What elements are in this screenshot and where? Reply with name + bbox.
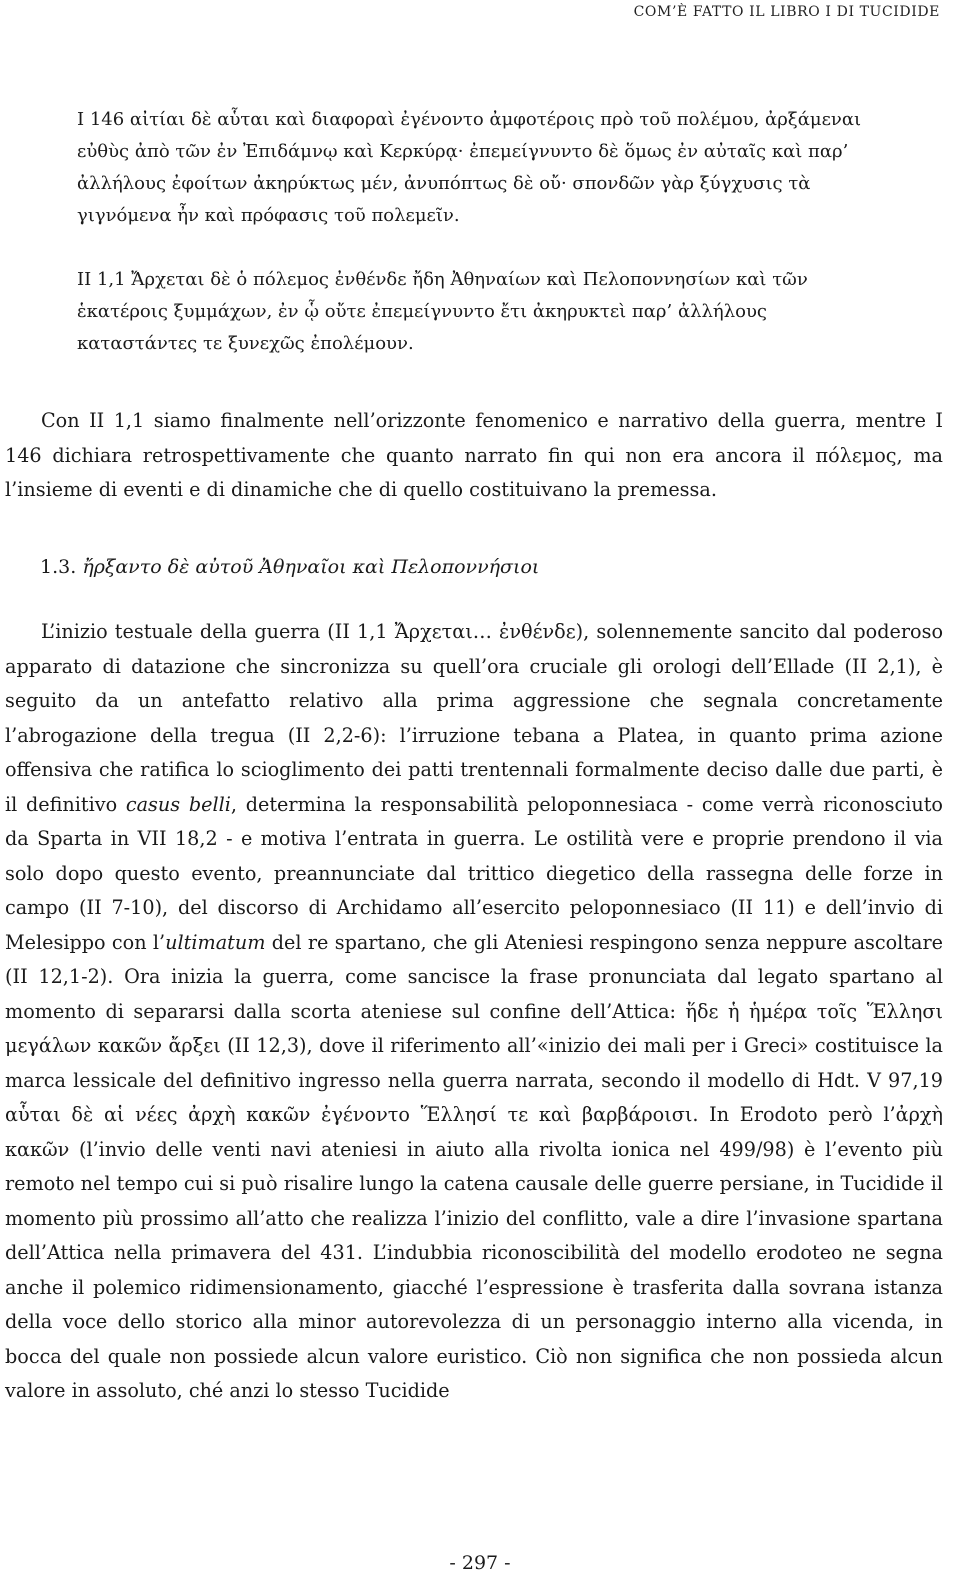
greek-quote-2 [77, 264, 877, 360]
greek-quote-1 [77, 104, 877, 232]
body-paragraph-1 [5, 404, 943, 508]
running-head: COM’È FATTO IL LIBRO I DI TUCIDIDE [633, 4, 940, 20]
section-heading [40, 551, 539, 583]
greek-quote-text: I 146 αἰτίαι δὲ αὗται καὶ διαφοραὶ ἐγένοντο ἀμφοτέροις πρὸ τοῦ πολέμου, ἀρξάμεναι εὐθὺς ἀπὸ τῶν ἐν Ἐπιδάμνῳ καὶ Κερκύρᾳ· ἐπεμείγνυντο δὲ ὅμως ἐν αὐταῖς καὶ παρ’ ἀλλήλους ἐφοίτων ἀκηρύκτως μέν, ἀνυπόπτως δὲ οὔ· σπονδῶν γὰρ ξύγχυσις τὰ γιγνόμενα ἦν καὶ πρόφασις τοῦ πολεμεῖν. [77, 109, 862, 226]
paragraph-text [5, 615, 943, 1409]
italic-term-ultimatum: ultimatum [165, 930, 266, 954]
paragraph-text: Con II 1,1 siamo finalmente nell’orizzonte fenomenico e narrativo della guerra, mentre I 146 dichiara retrospettivamente che quanto narrato fin qui non era ancora il πόλεμος, ma l’insieme di eventi e di dinamiche che di quello costituivano la premessa. [5, 409, 943, 501]
text-run: del re spartano, che gli Ateniesi respingono senza neppure ascoltare (II 12,1-2). Ora inizia la guerra, come sancisce la frase pronunciata dal legato spartano al momento di separarsi dalla scorta ateniese sul confine dell’Attica: ἥδε ἡ ἡμέρα τοῖς Ἕλλησι μεγάλων κακῶν ἄρξει (II 12,3), dove il riferimento all’«inizio dei mali per i Greci» costituisce la marca lessicale del definitivo ingresso nella guerra narrata, secondo il modello di Hdt. V 97,19 αὗται δὲ αἱ νέες ἀρχὴ κακῶν ἐγένοντο Ἕλλησί τε καὶ βαρβάροισι. In Erodoto però l’ἀρχὴ κακῶν (l’invio delle venti navi ateniesi in aiuto alla rivolta ionica nel 499/98) è l’evento più remoto nel tempo cui si può risalire lungo la catena causale delle guerre persiane, in Tucidide il momento più prossimo all’atto che realizza l’inizio del conflitto, vale a dire l’invasione spartana dell’Attica nella primavera del 431. L’indubbia riconoscibilità del modello erodoteo ne segna anche il polemico ridimensionamento, giacché l’espressione è trasferita dalla sovrana istanza della voce dello storico alla minor autorevolezza di un personaggio interno alla vicenda, in bocca del quale non possiede alcun valore euristico. Ciò non significa che non possieda alcun valore in assoluto, ché anzi lo stesso Tucidide [5, 930, 943, 1402]
page-number: - 297 - [449, 1552, 511, 1574]
italic-term-casus-belli: casus belli [125, 792, 231, 816]
body-paragraph-2 [5, 615, 943, 1409]
text-run: , determina la responsabilità peloponnesiaca - come verrà riconosciuto da Sparta in VII 18,2 - e motiva l’entrata in guerra. Le ostilità vere e proprie prendono il via solo dopo questo evento, preannunciate dal trittico diegetico della rassegna delle forze in campo (II 7-10), del discorso di Archidamo all’esercito peloponnesiaco (II 11) e dell’invio di Melesippo con l’ [5, 792, 943, 954]
greek-quote-text: II 1,1 Ἄρχεται δὲ ὁ πόλεμος ἐνθένδε ἤδη Ἀθηναίων καὶ Πελοποννησίων καὶ τῶν ἑκατέροις ξυμμάχων, ἐν ᾧ οὔτε ἐπεμείγνυντο ἔτι ἀκηρυκτεὶ παρ’ ἀλλήλους καταστάντες τε ξυνεχῶς ἐπολέμουν. [77, 269, 808, 354]
section-number: 1.3. [40, 556, 77, 578]
text-run: L’inizio testuale della guerra (II 1,1 Ἄρχεται… ἐνθένδε), solennemente sancito dal poderoso apparato di datazione che sincronizza su quell’ora cruciale gli orologi dell’Ellade (II 2,1), è seguito da un antefatto relativo alla prima aggressione che segnala concretamente l’abrogazione della tregua (II 2,2-6): l’irruzione tebana a Platea, in quanto prima azione offensiva che ratifica lo scioglimento dei patti trentennali formalmente deciso dalle due parti, è il definitivo [5, 620, 943, 816]
section-title: ἤρξαντο δὲ αὐτοῦ Ἀθηναῖοι καὶ Πελοποννήσιοι [82, 556, 540, 578]
